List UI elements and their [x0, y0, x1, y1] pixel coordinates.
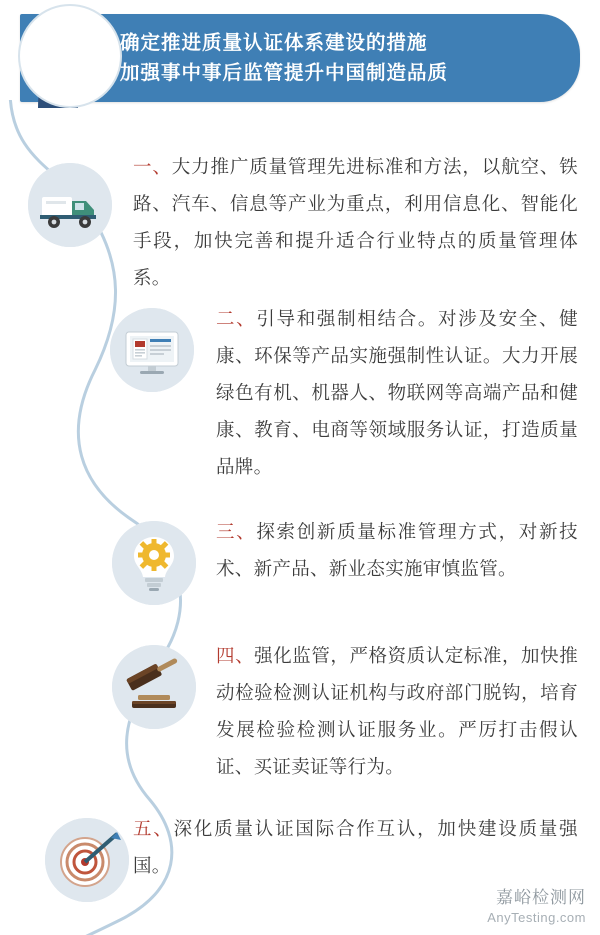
item-number: 四、	[216, 645, 255, 666]
target-dart-icon	[45, 818, 129, 902]
gavel-icon	[112, 645, 196, 729]
watermark-cn: 嘉峪检测网	[496, 888, 586, 907]
page-title-line-2: 加强事中事后监管提升中国制造品质	[120, 62, 449, 84]
header	[0, 0, 600, 120]
item-number: 五、	[133, 818, 174, 839]
item-text	[216, 513, 578, 587]
item-body: 强化监管，严格资质认定标准，加快推动检验检测认证机构与政府部门脱钩，培育发展检验检测认证服务业。严厉打击假认证、买证卖证等行为。	[216, 645, 578, 777]
item-number: 三、	[216, 521, 257, 542]
watermark-en: AnyTesting.com	[487, 910, 586, 925]
page-title-line-1: 确定推进质量认证体系建设的措施	[120, 32, 428, 54]
item-body: 引导和强制相结合。对涉及安全、健康、环保等产品实施强制性认证。大力开展绿色有机、机器人、物联网等高端产品和健康、教育、电商等领域服务认证，打造质量品牌。	[216, 308, 578, 477]
item-text	[216, 300, 578, 485]
item-text	[133, 810, 578, 884]
item-number: 二、	[216, 308, 257, 329]
truck-icon	[28, 163, 112, 247]
item-text	[133, 148, 578, 296]
item-text	[216, 637, 578, 785]
lightbulb-gear-icon	[112, 521, 196, 605]
item-number: 一、	[133, 156, 172, 177]
avatar	[18, 4, 126, 112]
item-body: 探索创新质量标准管理方式，对新技术、新产品、新业态实施审慎监管。	[216, 521, 578, 579]
watermark	[487, 883, 586, 925]
monitor-certificate-icon	[110, 308, 194, 392]
item-body: 大力推广质量管理先进标准和方法，以航空、铁路、汽车、信息等产业为重点，利用信息化、智能化手段，加快完善和提升适合行业特点的质量管理体系。	[133, 156, 578, 288]
item-body: 深化质量认证国际合作互认，加快建设质量强国。	[133, 818, 578, 876]
page-title	[120, 14, 570, 102]
